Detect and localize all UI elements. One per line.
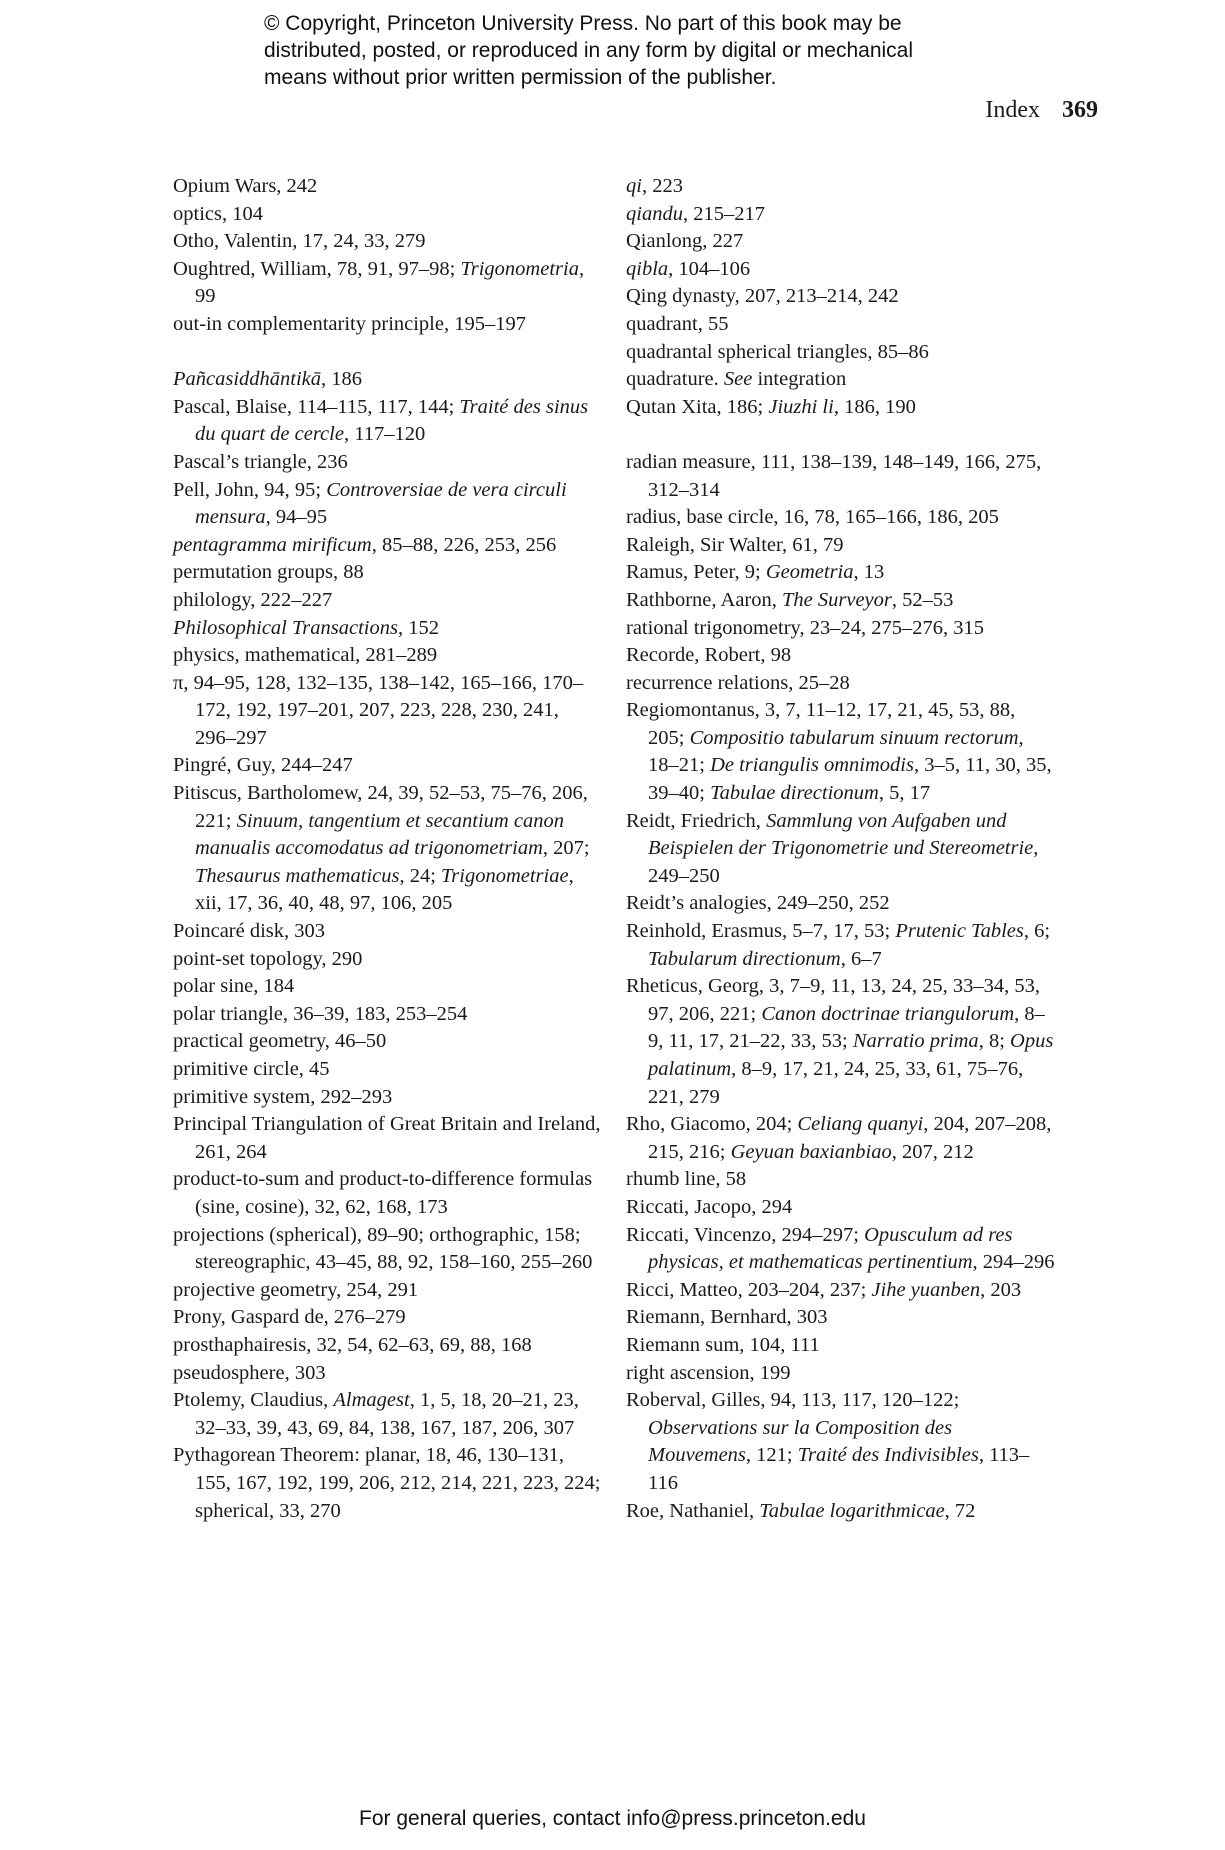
index-entry — [173, 615, 603, 643]
entry-text: π, 94–95, 128, 132–135, 138–142, 165–166, 170–172, 192, 197–201, 207, 223, 228, 230, 241, 296–297 — [173, 671, 584, 749]
entry-text: , 186 — [321, 368, 363, 391]
entry-text: Pitiscus, Bartholomew, 24, 39, 52–53, 75–76, 206, 221; — [173, 782, 588, 832]
entry-text: Pingré, Guy, 244–247 — [173, 754, 353, 777]
entry-text: Ricci, Matteo, 203–204, 237; — [626, 1278, 872, 1301]
index-entry — [626, 890, 1056, 918]
entry-italic-text: Prutenic Tables — [895, 920, 1024, 943]
entry-text: Pell, John, 94, 95; — [173, 478, 327, 501]
index-entry — [626, 808, 1056, 891]
entry-text: , xii, 17, 36, 40, 48, 97, 106, 205 — [195, 864, 574, 915]
entry-italic-text: Jiuzhi li — [768, 395, 834, 418]
index-entry — [173, 752, 603, 780]
index-entry — [173, 1084, 603, 1112]
running-head — [985, 95, 1098, 125]
index-entry — [173, 642, 603, 670]
entry-text: Ramus, Peter, 9; — [626, 561, 766, 584]
index-entry — [626, 670, 1056, 698]
entry-italic-text: Tabularum directionum — [648, 947, 841, 970]
entry-text: philology, 222–227 — [173, 588, 333, 611]
entry-text: Riccati, Jacopo, 294 — [626, 1195, 793, 1218]
entry-text: Reinhold, Erasmus, 5–7, 17, 53; — [626, 920, 896, 943]
entry-text: , 3–5, 11, 30, 35, 39–40; — [648, 754, 1052, 805]
index-entry — [173, 394, 603, 449]
entry-text: quadrantal spherical triangles, 85–86 — [626, 340, 929, 363]
index-entry — [626, 1222, 1056, 1277]
index-entry — [173, 918, 603, 946]
index-entry — [173, 1028, 603, 1056]
entry-text: point-set topology, 290 — [173, 947, 363, 970]
entry-italic-text: Opus palatinum — [648, 1030, 1054, 1080]
entry-italic-text: See — [723, 368, 753, 391]
entry-italic-text: qibla — [626, 257, 669, 280]
entry-text: quadrature. — [626, 368, 724, 391]
entry-italic-text: Geyuan baxianbiao — [730, 1140, 892, 1163]
entry-italic-text: qiandu — [626, 202, 683, 225]
entry-text: optics, 104 — [173, 202, 263, 225]
entry-italic-text: Traité des Indivisibles — [797, 1444, 979, 1467]
entry-text: Pascal’s triangle, 236 — [173, 450, 348, 473]
index-entry — [173, 449, 603, 477]
entry-text: , 113–116 — [648, 1444, 1030, 1494]
entry-italic-text: Trigonometria — [460, 257, 579, 280]
entry-text: , 8; — [978, 1030, 1011, 1053]
index-entry — [626, 1166, 1056, 1194]
index-entry — [626, 532, 1056, 560]
index-entry — [626, 1194, 1056, 1222]
entry-text: Pythagorean Theorem: planar, 18, 46, 130–131, 155, 167, 192, 199, 206, 212, 214, 221, 223, 224; spherical, 33, 270 — [173, 1444, 601, 1522]
index-entry — [173, 1111, 603, 1166]
entry-italic-text: Tabulae logarithmicae — [759, 1499, 945, 1522]
entry-italic-text: Opusculum ad res physicas, et mathematicas pertinentium — [648, 1223, 1013, 1274]
entry-italic-text: Tabulae directionum — [710, 782, 879, 805]
section-title: Index — [985, 97, 1040, 123]
entry-text: , 85–88, 226, 253, 256 — [371, 533, 557, 556]
entry-text: recurrence relations, 25–28 — [626, 671, 850, 694]
entry-text: Rho, Giacomo, 204; — [626, 1113, 798, 1136]
entry-italic-text: Sinuum, tangentium et secantium canon manualis accomodatus ad trigonometriam — [195, 809, 564, 860]
entry-text: product-to-sum and product-to-difference formulas (sine, cosine), 32, 62, 168, 173 — [173, 1168, 593, 1218]
copyright-line: means without prior written permission of the publisher. — [264, 66, 777, 89]
index-entry — [173, 173, 603, 201]
footer-contact: For general queries, contact info@press.princeton.edu — [359, 1807, 866, 1830]
entry-text: Principal Triangulation of Great Britain and Ireland, 261, 264 — [173, 1113, 601, 1163]
entry-text: Rathborne, Aaron, — [626, 588, 782, 611]
index-entry — [626, 615, 1056, 643]
index-entry — [173, 1222, 603, 1277]
entry-text: , 294–296 — [972, 1251, 1055, 1274]
index-entry — [626, 394, 1056, 422]
index-entry — [626, 642, 1056, 670]
index-entry — [173, 477, 603, 532]
index-entry — [626, 1304, 1056, 1332]
entry-italic-text: Observations sur la Composition des Mouvemens — [648, 1416, 953, 1467]
index-entry — [626, 918, 1056, 973]
entry-text: Ptolemy, Claudius, — [173, 1389, 334, 1412]
entry-text: projections (spherical), 89–90; orthographic, 158; stereographic, 43–45, 88, 92, 158–160, 255–260 — [173, 1223, 593, 1274]
copyright-notice — [264, 10, 1024, 91]
index-entry — [626, 1387, 1056, 1497]
index-entry — [173, 228, 603, 256]
entry-text: , 13 — [853, 561, 885, 584]
index-entry — [626, 1111, 1056, 1166]
index-entry — [173, 1442, 603, 1525]
entry-text: prosthaphairesis, 32, 54, 62–63, 69, 88, 168 — [173, 1333, 532, 1356]
index-entry — [626, 228, 1056, 256]
copyright-line: distributed, posted, or reproduced in any form by digital or mechanical — [264, 39, 914, 62]
entry-text: , 8–9, 11, 17, 21–22, 33, 53; — [648, 1002, 1045, 1053]
index-entry — [626, 283, 1056, 311]
entry-text: , 1, 5, 18, 20–21, 23, 32–33, 39, 43, 69, 84, 138, 167, 187, 206, 307 — [195, 1389, 579, 1439]
entry-text: Regiomontanus, 3, 7, 11–12, 17, 21, 45, 53, 88, 205; — [626, 699, 1016, 749]
entry-text: , 6–7 — [840, 947, 882, 970]
entry-italic-text: qi — [626, 175, 642, 197]
entry-text: Recorde, Robert, 98 — [626, 644, 792, 667]
entry-text: , 52–53 — [891, 588, 954, 611]
entry-text: Reidt’s analogies, 249–250, 252 — [626, 892, 890, 915]
index-entry — [626, 173, 1056, 201]
entry-italic-text: Thesaurus mathematicus — [195, 864, 400, 887]
entry-text: , 223 — [641, 175, 683, 197]
entry-text: out-in complementarity principle, 195–197 — [173, 312, 526, 335]
index-entry — [626, 587, 1056, 615]
entry-italic-text: Controversiae de vera circuli mensura — [195, 478, 567, 529]
index-entry — [173, 587, 603, 615]
entry-text: , 207, 212 — [891, 1140, 974, 1163]
entry-text: polar triangle, 36–39, 183, 253–254 — [173, 1002, 468, 1025]
entry-italic-text: De triangulis omnimodis — [710, 754, 914, 777]
index-entry — [173, 532, 603, 560]
index-entry — [173, 559, 603, 587]
entry-text: Raleigh, Sir Walter, 61, 79 — [626, 533, 844, 556]
entry-italic-text: Narratio prima — [852, 1030, 979, 1053]
entry-text: Poincaré disk, 303 — [173, 920, 326, 943]
entry-text: polar sine, 184 — [173, 975, 295, 998]
entry-text: rational trigonometry, 23–24, 275–276, 315 — [626, 616, 984, 639]
entry-text: 18–21; — [648, 754, 711, 777]
letter-group-gap — [173, 339, 603, 367]
index-entry — [626, 504, 1056, 532]
entry-italic-text: Sammlung von Aufgaben und Beispielen der Trigonometrie und Stereometrie — [648, 809, 1034, 860]
entry-text: Qutan Xita, 186; — [626, 395, 769, 418]
entry-text: Oughtred, William, 78, 91, 97–98; — [173, 257, 461, 280]
index-entry — [626, 339, 1056, 367]
entry-text: primitive circle, 45 — [173, 1058, 330, 1080]
entry-text: Pascal, Blaise, 114–115, 117, 144; — [173, 395, 460, 418]
index-entry — [173, 973, 603, 1001]
entry-text: practical geometry, 46–50 — [173, 1030, 387, 1053]
index-entry — [173, 780, 603, 918]
index-entry — [173, 201, 603, 229]
entry-text: Riemann sum, 104, 111 — [626, 1333, 820, 1356]
entry-text: , 72 — [944, 1499, 976, 1522]
index-entry — [173, 670, 603, 753]
index-entry — [173, 946, 603, 974]
index-entry — [626, 311, 1056, 339]
index-entry — [626, 256, 1056, 284]
entry-italic-text: Canon doctrinae triangulorum — [761, 1002, 1015, 1025]
index-entry — [626, 366, 1056, 394]
entry-text: radius, base circle, 16, 78, 165–166, 186, 205 — [626, 506, 999, 529]
entry-text: rhumb line, 58 — [626, 1168, 747, 1191]
entry-italic-text: Compositio tabularum sinuum rectorum, — [689, 726, 1024, 749]
entry-text: , 203 — [980, 1278, 1022, 1301]
entry-text: , 117–120 — [343, 423, 426, 446]
entry-text: , 104–106 — [668, 257, 751, 280]
entry-text: permutation groups, 88 — [173, 561, 364, 584]
index-entry — [626, 449, 1056, 504]
index-entry — [173, 256, 603, 311]
entry-text: , 99 — [195, 257, 585, 308]
index-entry — [173, 1360, 603, 1388]
page-number: 369 — [1062, 97, 1098, 123]
index-entry — [173, 366, 603, 394]
entry-text: Riemann, Bernhard, 303 — [626, 1306, 828, 1329]
index-entry — [173, 1277, 603, 1305]
entry-italic-text: pentagramma mirificum — [173, 533, 372, 556]
entry-text: Otho, Valentin, 17, 24, 33, 279 — [173, 230, 426, 253]
index-entry — [626, 1332, 1056, 1360]
index-column-right — [626, 173, 1056, 1525]
entry-italic-text: Celiang quanyi — [797, 1113, 924, 1136]
entry-italic-text: Almagest — [333, 1389, 410, 1412]
copyright-line: © Copyright, Princeton University Press. No part of this book may be — [264, 12, 902, 35]
entry-text: , 186, 190 — [833, 395, 916, 418]
entry-text: Opium Wars, 242 — [173, 175, 318, 197]
index-entry — [173, 311, 603, 339]
entry-text: integration — [752, 368, 847, 391]
entry-text: right ascension, 199 — [626, 1361, 791, 1384]
entry-text: Prony, Gaspard de, 276–279 — [173, 1306, 406, 1329]
index-entry — [626, 697, 1056, 807]
index-entry — [626, 973, 1056, 1111]
index-entry — [626, 1498, 1056, 1526]
entry-text: quadrant, 55 — [626, 312, 729, 335]
entry-text: , 24; — [399, 864, 442, 887]
entry-text: Roberval, Gilles, 94, 113, 117, 120–122; — [626, 1389, 960, 1412]
entry-italic-text: Jihe yuanben — [871, 1278, 981, 1301]
index-entry — [626, 559, 1056, 587]
entry-italic-text: Trigonometriae — [441, 864, 569, 887]
entry-text: pseudosphere, 303 — [173, 1361, 326, 1384]
entry-text: primitive system, 292–293 — [173, 1085, 393, 1108]
entry-text: physics, mathematical, 281–289 — [173, 644, 438, 667]
entry-text: Roe, Nathaniel, — [626, 1499, 760, 1522]
entry-text: Reidt, Friedrich, — [626, 809, 767, 832]
entry-text: , 5, 17 — [878, 782, 931, 805]
index-entry — [626, 1360, 1056, 1388]
entry-text: , 6; — [1023, 920, 1051, 943]
letter-group-gap — [626, 421, 1056, 449]
index-entry — [626, 201, 1056, 229]
entry-text: , 121; — [745, 1444, 798, 1467]
index-entry — [173, 1166, 603, 1221]
entry-italic-text: Traité des sinus du quart de cercle — [195, 395, 589, 446]
entry-italic-text: Geometria — [765, 561, 854, 584]
index-entry — [173, 1304, 603, 1332]
index-entry — [173, 1056, 603, 1084]
entry-text: Qing dynasty, 207, 213–214, 242 — [626, 285, 899, 308]
index-column-left — [173, 173, 603, 1525]
entry-italic-text: Pañcasiddhāntikā — [173, 368, 322, 391]
entry-text: , 8–9, 17, 21, 24, 25, 33, 61, 75–76, 221, 279 — [648, 1058, 1024, 1108]
entry-text: , 94–95 — [265, 506, 328, 529]
entry-italic-text: The Surveyor — [782, 588, 892, 611]
index-entry — [173, 1387, 603, 1442]
entry-text: projective geometry, 254, 291 — [173, 1278, 419, 1301]
index-entry — [173, 1001, 603, 1029]
entry-text: , 215–217 — [682, 202, 765, 225]
entry-italic-text: Philosophical Transactions — [173, 616, 398, 639]
index-entry — [626, 1277, 1056, 1305]
index-entry — [173, 1332, 603, 1360]
entry-text: , 152 — [397, 616, 439, 639]
entry-text: , 207; — [542, 837, 590, 860]
entry-text: Riccati, Vincenzo, 294–297; — [626, 1223, 865, 1246]
entry-text: radian measure, 111, 138–139, 148–149, 166, 275, 312–314 — [626, 450, 1042, 501]
entry-text: Qianlong, 227 — [626, 230, 744, 253]
entry-text: , 249–250 — [648, 837, 1039, 887]
entry-text: Rheticus, Georg, 3, 7–9, 11, 13, 24, 25, 33–34, 53, 97, 206, 221; — [626, 975, 1040, 1025]
entry-text: , 204, 207–208, 215, 216; — [648, 1113, 1052, 1163]
